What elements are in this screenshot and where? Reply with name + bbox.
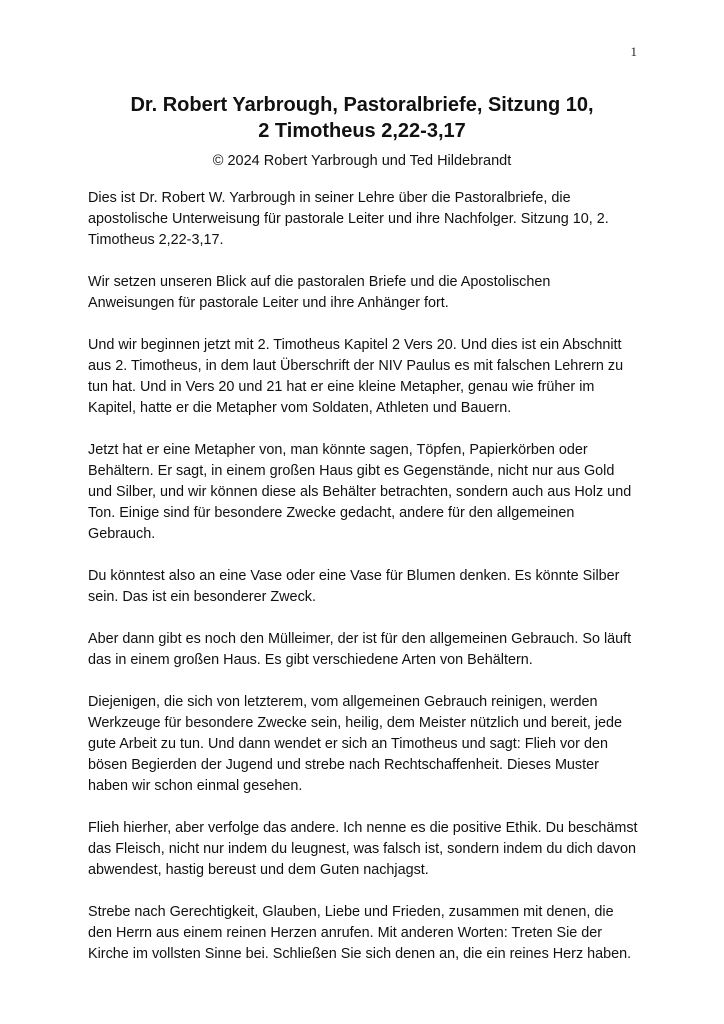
document-title-line-1: Dr. Robert Yarbrough, Pastoralbriefe, Sitzung 10, (130, 94, 594, 116)
paragraph: Du könntest also an eine Vase oder eine Vase für Blumen denken. Es könnte Silber sein. Das ist ein besonderer Zweck. (88, 568, 620, 605)
paragraph: Aber dann gibt es noch den Mülleimer, der ist für den allgemeinen Gebrauch. So läuft das in einem großen Haus. Es gibt verschiedene Arten von Behältern. (88, 631, 632, 668)
paragraph: Flieh hierher, aber verfolge das andere. Ich nenne es die positive Ethik. Du beschämst das Fleisch, nicht nur indem du leugnest, was falsch ist, sondern indem du dich davon abwendest, hastig bereust und dem Guten nachjagst. (88, 820, 638, 878)
paragraph: Dies ist Dr. Robert W. Yarbrough in seiner Lehre über die Pastoralbriefe, die apostolische Unterweisung für pastorale Leiter und ihre Nachfolger. Sitzung 10, 2. Timotheus 2,22-3,17. (88, 190, 609, 248)
paragraph: Jetzt hat er eine Metapher von, man könnte sagen, Töpfen, Papierkörben oder Behältern. Er sagt, in einem großen Haus gibt es Gegenstände, nicht nur aus Gold und Silber, und wir können diese als Behälter betrachten, sondern auch aus Holz und Ton. Einige sind für besondere Zwecke gedacht, andere für den allgemeinen Gebrauch. (88, 442, 632, 542)
paragraph: Wir setzen unseren Blick auf die pastoralen Briefe und die Apostolischen Anweisungen für pastorale Leiter und ihre Anhänger fort. (88, 274, 551, 311)
paragraph: Diejenigen, die sich von letzterem, vom allgemeinen Gebrauch reinigen, werden Werkzeuge für besondere Zwecke sein, heilig, dem Meister nützlich und bereit, jede gute Arbeit zu tun. Und dann wendet er sich an Timotheus und sagt: Flieh vor den bösen Begierden der Jugend und strebe nach Rechtschaffenheit. Dieses Muster haben wir schon einmal gesehen. (88, 694, 623, 794)
document-header (60, 92, 664, 172)
copyright-notice: © 2024 Robert Yarbrough und Ted Hildebrandt (212, 153, 512, 169)
document-title-line-2: 2 Timotheus 2,22-3,17 (258, 120, 466, 142)
document-body (88, 188, 638, 986)
paragraph: Und wir beginnen jetzt mit 2. Timotheus Kapitel 2 Vers 20. Und dies ist ein Abschnitt aus 2. Timotheus, in dem laut Überschrift der NIV Paulus es mit falschen Lehrern zu tun hat. Und in Vers 20 und 21 hat er eine kleine Metapher, genau wie früher im Kapitel, hatte er die Metapher vom Soldaten, Athleten und Bauern. (88, 337, 624, 416)
paragraph: Strebe nach Gerechtigkeit, Glauben, Liebe und Frieden, zusammen mit denen, die den Herrn aus einem reinen Herzen anrufen. Mit anderen Worten: Treten Sie der Kirche im vollsten Sinne bei. Schließen Sie sich denen an, die ein reines Herz haben. (88, 904, 632, 962)
page-number: 1 (630, 44, 637, 59)
